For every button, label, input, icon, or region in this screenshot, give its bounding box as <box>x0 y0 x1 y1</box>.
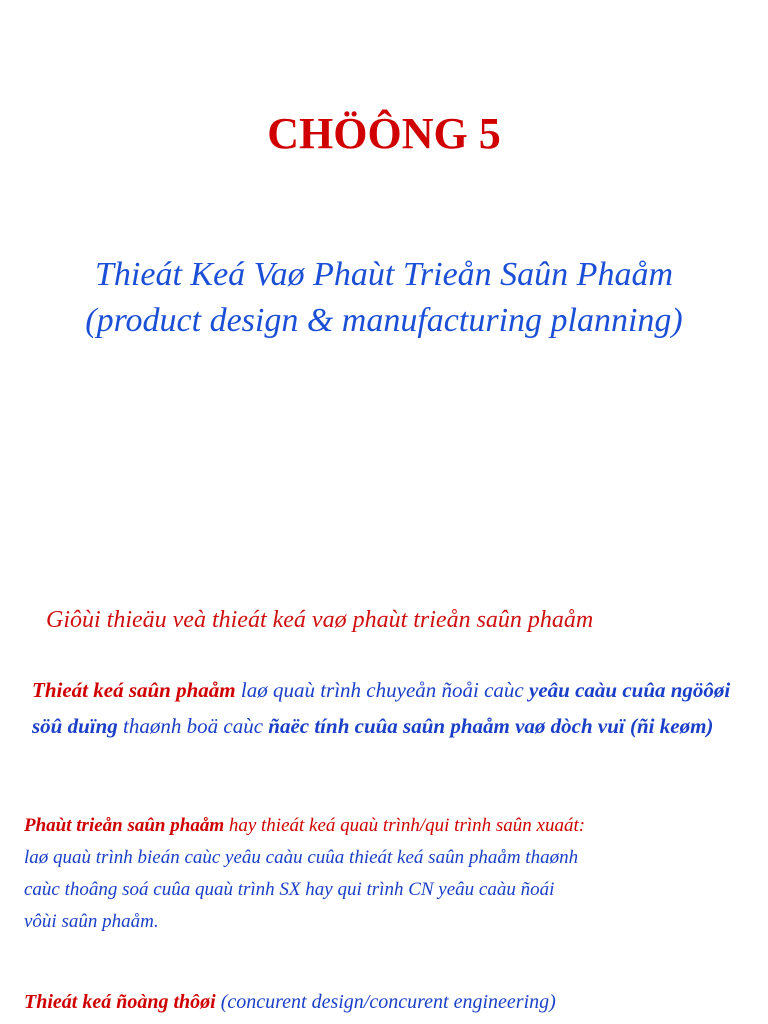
term-product-design: Thieát keá saûn phaåm <box>32 678 236 702</box>
subtitle-line-2: (product design & manufacturing planning) <box>85 302 683 339</box>
subtitle-line-1: Thieát Keá Vaø Phaùt Trieån Saûn Phaåm <box>95 256 673 293</box>
product-development-definition <box>24 810 754 938</box>
definition-text-1: laø quaù trình chuyeån ñoåi caùc <box>235 678 529 702</box>
chapter-title: CHÖÔNG 5 <box>267 109 501 158</box>
emphasis-product-characteristics: ñaëc tính cuûa saûn phaåm vaø dòch vuï (ñi keøm) <box>268 714 714 738</box>
development-line-2: laø quaù trình bieán caùc yeâu caàu cuûa thieát keá saûn phaåm thaønh <box>24 847 579 868</box>
development-line-4: vôùi saûn phaåm. <box>24 911 159 932</box>
development-text-1: hay thieát keá quaù trình/qui trình saûn xuaát: <box>224 815 586 836</box>
product-design-definition <box>32 672 762 744</box>
term-concurrent-design: Thieát keá ñoàng thôøi <box>24 991 216 1013</box>
section-heading: Giôùi thieäu veà thieát keá vaø phaùt trieån saûn phaåm <box>46 607 594 633</box>
concurrent-design-text: (concurent design/concurent engineering) <box>215 991 556 1013</box>
concurrent-design-definition <box>24 986 764 1018</box>
emphasis-user-requirements: yeâu caàu cuûa ngöôøi söû duïng <box>32 678 731 738</box>
development-line-1 <box>24 810 754 842</box>
development-line-3: caùc thoâng soá cuûa quaù trình SX hay qui trình CN yeâu caàu ñoái <box>24 879 555 900</box>
term-product-development: Phaùt trieån saûn phaåm <box>24 815 225 836</box>
definition-text-2: thaønh boä caùc <box>117 714 269 738</box>
chapter-subtitle <box>0 252 768 344</box>
